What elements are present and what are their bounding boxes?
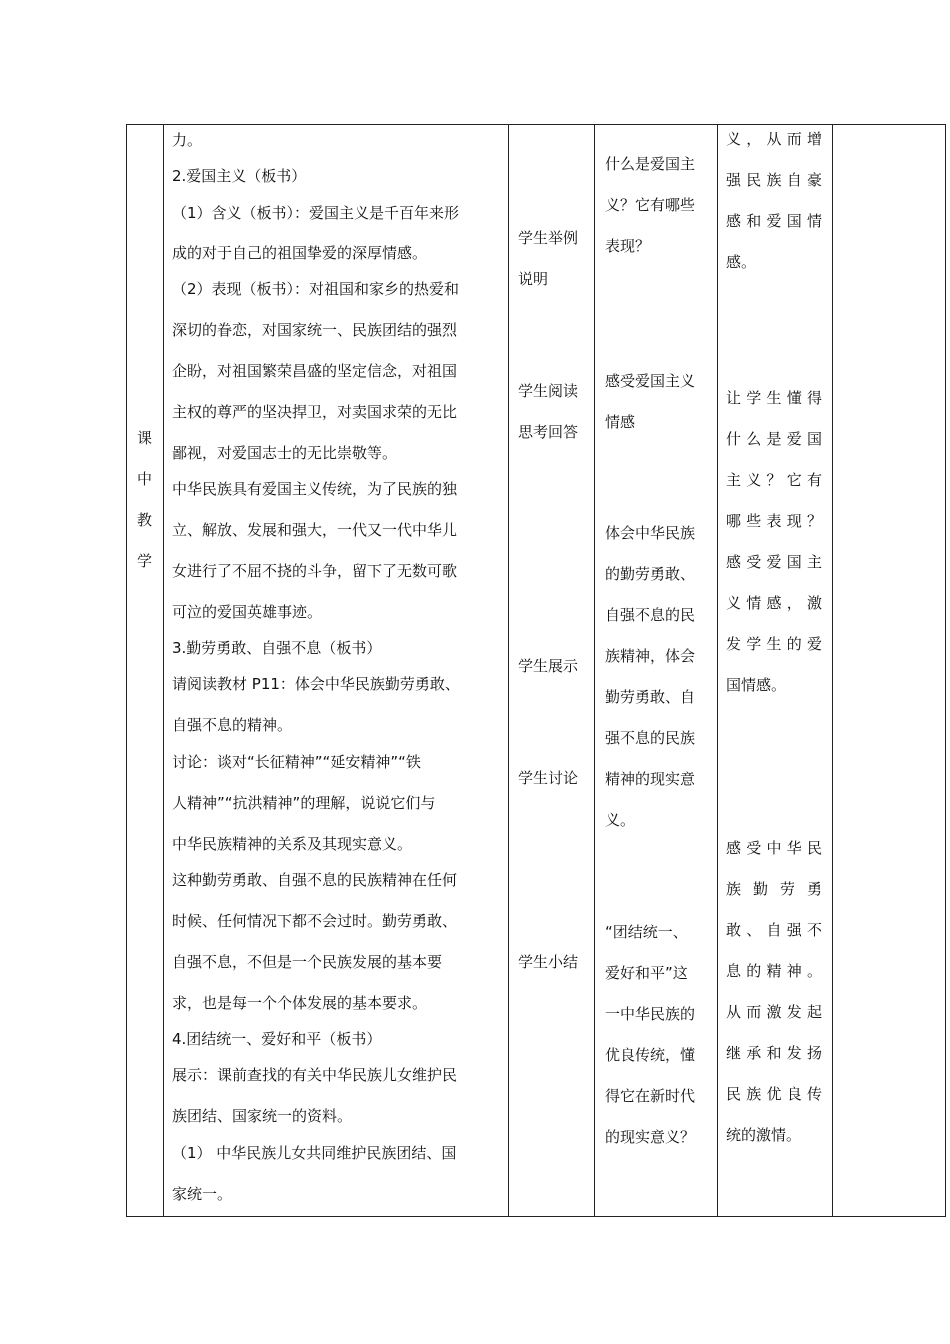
stage-label-char: 教	[137, 511, 153, 529]
intent-line: 哪 些 表 现 ？	[726, 512, 822, 530]
intent-line: 感。	[726, 253, 757, 271]
intent-line: 统的激情。	[726, 1126, 802, 1144]
intent-line: 强 民 族 自 豪	[726, 171, 822, 189]
intent-line: 感 受 中 华 民	[726, 839, 822, 857]
teacher-activity-cell	[595, 125, 717, 1216]
content-line: 深切的眷恋，对国家统一、民族团结的强烈	[172, 321, 458, 339]
content-line: 立、解放、发展和强大，一代又一代中华儿	[172, 521, 458, 539]
content-line: 讨论：谈对“长征精神”“延安精神”“铁	[172, 753, 421, 771]
content-line: 人精神”“抗洪精神”的理解，说说它们与	[172, 794, 436, 812]
student-activity-line: 学生展示	[518, 657, 579, 675]
student-activity-line: 学生阅读	[518, 382, 579, 400]
teacher-activity-line: 勤劳勇敢、自	[605, 688, 696, 706]
content-line: 2.爱国主义（板书）	[172, 167, 307, 185]
teacher-activity-line: 一中华民族的	[605, 1005, 696, 1023]
intent-line: 让 学 生 懂 得	[726, 389, 822, 407]
student-activity-line: 学生小结	[518, 953, 579, 971]
student-activity-cell	[509, 125, 594, 1216]
intent-line: 义 情 感 ， 激	[726, 594, 822, 612]
teacher-activity-line: 强不息的民族	[605, 729, 696, 747]
stage-label-char: 中	[137, 470, 153, 488]
student-activity-line: 学生讨论	[518, 769, 579, 787]
content-line: 中华民族精神的关系及其现实意义。	[172, 835, 413, 853]
intent-line: 感 和 爱 国 情	[726, 212, 822, 230]
content-line: 族团结、国家统一的资料。	[172, 1107, 353, 1125]
content-line: 求，也是每一个个体发展的基本要求。	[172, 994, 428, 1012]
stage-label-char: 课	[137, 429, 153, 447]
content-line: 4.团结统一、爱好和平（板书）	[172, 1030, 382, 1048]
design-intent-cell	[718, 125, 832, 1216]
content-line: 家统一。	[172, 1185, 233, 1203]
intent-line: 国情感。	[726, 676, 787, 694]
teacher-activity-line: 自强不息的民	[605, 606, 696, 624]
content-line: 鄙视，对爱国志士的无比崇敬等。	[172, 444, 398, 462]
stage-label-cell	[127, 125, 163, 1216]
intent-line: 敢 、 自 强 不	[726, 921, 822, 939]
teacher-activity-line: 表现？	[605, 237, 651, 255]
intent-line: 义 ， 从 而 增	[726, 130, 822, 148]
content-line: 请阅读教材 P11：体会中华民族勤劳勇敢、	[172, 675, 460, 693]
intent-line: 感 受 爱 国 主	[726, 553, 822, 571]
content-line: 3.勤劳勇敢、自强不息（板书）	[172, 639, 382, 657]
content-line: （1）含义（板书）：爱国主义是千百年来形	[172, 204, 460, 222]
content-line: 展示：课前查找的有关中华民族儿女维护民	[172, 1066, 458, 1084]
intent-line: 民 族 优 良 传	[726, 1085, 822, 1103]
content-line: 企盼，对祖国繁荣昌盛的坚定信念，对祖国	[172, 362, 458, 380]
intent-line: 主 义 ？ 它 有	[726, 471, 822, 489]
content-line: 可泣的爱国英雄事迹。	[172, 603, 323, 621]
content-line: 女进行了不屈不挠的斗争，留下了无数可歌	[172, 562, 458, 580]
intent-line: 族 勤 劳 勇	[726, 880, 822, 898]
content-cell	[164, 125, 508, 1216]
content-line: 力。	[172, 131, 203, 149]
intent-line: 息 的 精 神 。	[726, 962, 822, 980]
teacher-activity-line: 爱好和平”这	[605, 964, 688, 982]
teacher-activity-line: 情感	[605, 413, 636, 431]
teacher-activity-line: 什么是爱国主	[605, 155, 696, 173]
lesson-table	[126, 124, 946, 1217]
teacher-activity-line: 的现实意义？	[605, 1128, 696, 1146]
content-line: 这种勤劳勇敢、自强不息的民族精神在任何	[172, 871, 458, 889]
teacher-activity-line: 得它在新时代	[605, 1087, 696, 1105]
content-line: 自强不息，不但是一个民族发展的基本要	[172, 953, 443, 971]
intent-line: 什 么 是 爱 国	[726, 430, 822, 448]
teacher-activity-line: 感受爱国主义	[605, 372, 696, 390]
content-line: （2）表现（板书）：对祖国和家乡的热爱和	[172, 280, 460, 298]
teacher-activity-line: 的勤劳勇敢、	[605, 565, 696, 583]
content-line: 成的对于自己的祖国挚爱的深厚情感。	[172, 244, 428, 262]
teacher-activity-line: “团结统一、	[605, 923, 688, 941]
content-line: 主权的尊严的坚决捍卫，对卖国求荣的无比	[172, 403, 458, 421]
content-line: 自强不息的精神。	[172, 716, 293, 734]
notes-cell	[833, 125, 945, 1216]
teacher-activity-line: 精神的现实意	[605, 770, 696, 788]
intent-line: 从 而 激 发 起	[726, 1003, 822, 1021]
teacher-activity-line: 体会中华民族	[605, 524, 696, 542]
teacher-activity-line: 优良传统，懂	[605, 1046, 696, 1064]
teacher-activity-line: 义。	[605, 811, 636, 829]
teacher-activity-line: 义？它有哪些	[605, 196, 696, 214]
intent-line: 发 学 生 的 爱	[726, 635, 822, 653]
student-activity-line: 说明	[518, 270, 549, 288]
teacher-activity-line: 族精神，体会	[605, 647, 696, 665]
student-activity-line: 思考回答	[518, 423, 579, 441]
content-line: 时候、任何情况下都不会过时。勤劳勇敢、	[172, 912, 458, 930]
content-line: （1） 中华民族儿女共同维护民族团结、国	[172, 1144, 457, 1162]
student-activity-line: 学生举例	[518, 229, 579, 247]
content-line: 中华民族具有爱国主义传统，为了民族的独	[172, 480, 458, 498]
stage-label-char: 学	[137, 552, 153, 570]
intent-line: 继 承 和 发 扬	[726, 1044, 822, 1062]
